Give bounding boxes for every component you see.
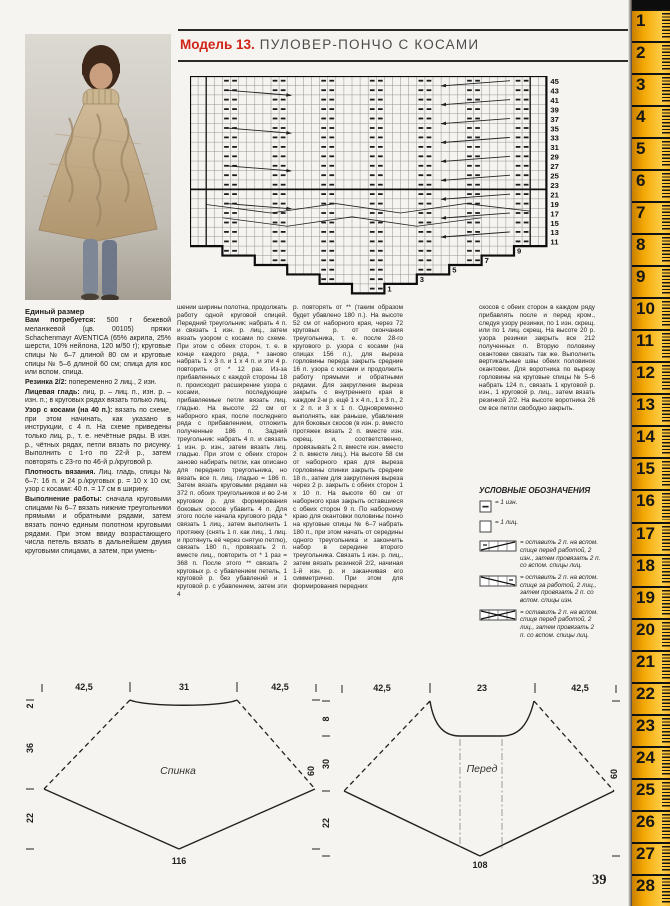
- svg-text:37: 37: [550, 114, 559, 124]
- ruler-cm-mark: [632, 778, 670, 810]
- instruction-paragraph: Лицевая гладь: лиц. р. – лиц. п., изн. р. – изн. п.; в круговых рядах вязать только лиц.: [25, 388, 171, 405]
- back-label: Спинка: [160, 765, 196, 777]
- legend-item: [479, 499, 601, 515]
- back-measure-right: 60: [306, 765, 316, 777]
- legend-item-text: = оставить 2 п. на вспом. спице перед работой, 2 изн., затем провязать 2 п. со вспом. спицы лиц.: [520, 539, 601, 570]
- svg-text:21: 21: [550, 190, 559, 200]
- ruler-number: 13: [636, 395, 655, 415]
- ruler: [632, 0, 670, 906]
- schematic-front-drawing: [322, 676, 624, 872]
- ruler-number: 23: [636, 715, 655, 735]
- ruler-ticks: [662, 493, 670, 519]
- front-measure-right: 60: [609, 768, 619, 780]
- cable-front-purl-icon: [479, 539, 517, 554]
- ruler-number: 24: [636, 747, 655, 767]
- svg-text:31: 31: [550, 143, 559, 153]
- front-label: Перед: [466, 763, 498, 775]
- ruler-cm-mark: [632, 746, 670, 778]
- svg-text:7: 7: [484, 256, 489, 265]
- ruler-cm-mark: [632, 393, 670, 425]
- model-photo-illustration: [25, 34, 171, 300]
- materials-and-patterns: [25, 317, 171, 556]
- ruler-cm-mark: [632, 105, 670, 137]
- back-measure-top-right: 42,5: [271, 682, 289, 692]
- svg-text:15: 15: [550, 218, 559, 228]
- instruction-paragraph: Резинка 2/2: попеременно 2 лиц., 2 изн.: [25, 379, 157, 387]
- ruler-scale: [632, 0, 670, 906]
- ruler-ticks: [662, 45, 670, 71]
- ruler-ticks: [662, 718, 670, 744]
- ruler-ticks: [662, 237, 670, 263]
- ruler-cm-mark: [632, 650, 670, 682]
- svg-text:5: 5: [452, 265, 457, 275]
- ruler-cm-mark: [632, 682, 670, 714]
- ruler-number: 16: [636, 491, 655, 511]
- back-measure-bottom: 116: [171, 856, 187, 866]
- ruler-ticks: [662, 13, 670, 39]
- legend-item: [479, 519, 601, 535]
- ruler-ticks: [662, 429, 670, 455]
- ruler-number: 19: [636, 587, 655, 607]
- svg-text:13: 13: [550, 228, 559, 238]
- ruler-cm-mark: [632, 41, 670, 73]
- ruler-number: 5: [636, 139, 646, 159]
- legend-items: [479, 499, 601, 639]
- ruler-ticks: [662, 141, 670, 167]
- front-measure-left-upper: 30: [322, 758, 331, 770]
- ruler-cm-mark: [632, 329, 670, 361]
- svg-text:29: 29: [550, 152, 559, 162]
- ruler-number: 17: [636, 523, 655, 543]
- svg-text:23: 23: [550, 181, 559, 190]
- ruler-ticks: [662, 622, 670, 648]
- instruction-paragraph: Плотность вязания. Лиц. гладь, спицы № 6–7: 16 п. и 24 р./круговых р. = 10 x 10 см; узор с косами: 40 п. = 17 см в ширину.: [25, 468, 171, 494]
- ruler-number: 6: [636, 171, 646, 191]
- ruler-cm-mark: [632, 73, 670, 105]
- legend-item-text: = оставить 2 п. на вспом. спице за работой, 2 лиц., затем провязать 2 п. со вспом. спицы изн.: [520, 574, 599, 605]
- ruler-ticks: [662, 590, 670, 616]
- ruler-number: 26: [636, 811, 655, 831]
- front-measure-top-right: 42,5: [571, 683, 589, 693]
- ruler-cm-mark: [632, 489, 670, 521]
- ruler-number: 18: [636, 555, 655, 575]
- ruler-cm-mark: [632, 425, 670, 457]
- ruler-ticks: [662, 333, 670, 359]
- back-measure-left-upper: 36: [26, 742, 35, 754]
- ruler-number: 25: [636, 779, 655, 799]
- legend-item-text: = оставить 2 п. на вспом. спице перед работой, 2 лиц., затем провязать 2 п. со вспом. спицы лиц.: [520, 608, 599, 639]
- svg-text:27: 27: [550, 162, 559, 172]
- svg-text:9: 9: [517, 246, 522, 256]
- legend-item: [479, 539, 601, 570]
- ruler-ticks: [662, 686, 670, 712]
- ruler-ticks: [662, 750, 670, 776]
- purl-cell-icon: [479, 499, 492, 515]
- svg-text:1: 1: [387, 284, 392, 294]
- instruction-paragraph: Выполнение работы: сначала круговыми спицами № 6–7 вязать нижние треугольники прямыми и обратными рядами, затем вязать пончо единым полотном круговыми рядами. При этом ввиду возрастающего числа петель вязать в дальнейшем двумя круговыми спицами, а затем, при умень-: [25, 495, 171, 555]
- back-measure-neck-depth: 2: [26, 703, 35, 709]
- svg-text:25: 25: [550, 171, 559, 181]
- ruler-cm-mark: [632, 457, 670, 489]
- ruler-ticks: [662, 526, 670, 552]
- size-heading: Единый размер: [25, 307, 85, 316]
- ruler-ticks: [662, 173, 670, 199]
- ruler-ticks: [662, 365, 670, 391]
- page-number: 39: [592, 872, 607, 888]
- knit-cell-icon: [479, 519, 492, 535]
- ruler-cm-mark: [632, 554, 670, 586]
- legend-item: [479, 574, 601, 605]
- svg-text:41: 41: [550, 95, 559, 105]
- svg-text:45: 45: [550, 77, 559, 86]
- schematic-back: [26, 676, 320, 877]
- ruler-cm-mark: [632, 169, 670, 201]
- ruler-ticks: [662, 461, 670, 487]
- ruler-number: 28: [636, 875, 655, 895]
- ruler-cm-mark: [632, 297, 670, 329]
- cable-front-icon: [479, 609, 517, 624]
- instructions-column-1: [25, 307, 171, 659]
- legend-item-text: = 1 изн.: [495, 499, 518, 506]
- page-header: [178, 29, 628, 62]
- ruler-ticks: [662, 397, 670, 423]
- cable-back-icon: [479, 574, 517, 589]
- ruler-cm-mark: [632, 265, 670, 297]
- front-measure-top-left: 42,5: [373, 683, 391, 693]
- ruler-number: 27: [636, 843, 655, 863]
- ruler-cm-mark: [632, 361, 670, 393]
- knitting-chart: [190, 76, 569, 303]
- back-measure-top-left: 42,5: [75, 682, 93, 692]
- ruler-cm-mark: [632, 522, 670, 554]
- front-measure-neck-depth: 8: [322, 716, 331, 722]
- svg-text:35: 35: [550, 124, 559, 134]
- ruler-ticks: [662, 814, 670, 840]
- legend-heading: УСЛОВНЫЕ ОБОЗНАЧЕНИЯ: [479, 486, 591, 495]
- instructions-column-3: р. повторять от ** (таким образом будет убавлено 180 п.). На высоте 52 см от наборного края, через 72 круговых р. от окончания треугольника, т. е. после 28-го кругового р. узора с косами (на спицах 156 п.), для выреза горловины переда закрыть средние 16 п. узора с косами и продолжить работу прямыми и обратными рядами. Для закругления выреза закрыть с внутреннего края в каждом 2-м р. ещё 1 x 4 п., 1 x 3 п., 2 x 2 п. и 3 x 1 п. Одновременно выполнять, как раньше, убавления для боковых скосов (в изн. р. вместо протяжек вязать 2 п. вместе изн. скрещ. и, соответственно, провязывать 2 п. вместе изн. вместо 2 п. вместе лиц.). На высоте 58 см от наборного края для выреза горловины спинки закрыть средние 18 п., затем для закругления выреза через 2 р. закрыть с обеих сторон 1 x 10 п. На высоте 60 см от наборного края закрыть оставшиеся с обеих сторон 9 п. По наборному краю для окантовки половины пончо на круговые спицы № 6–7 набрать 180 п., при этом начать от середины одного треугольника и закончить набор в середине второго треугольника. Связать 1 изн. р. лиц., затем вязать резинкой 2/2, начиная 1-й изн. р. и заканчивая его симметрично. При этом для формирования передних: [293, 304, 403, 590]
- schematic-back-drawing: [26, 676, 320, 872]
- ruler-cm-mark: [632, 618, 670, 650]
- ruler-ticks: [662, 878, 670, 904]
- ruler-number: 3: [636, 75, 646, 95]
- ruler-ticks: [662, 782, 670, 808]
- instruction-paragraph: Узор с косами (на 40 п.): вязать по схеме, при этом начинать, как указано в инструкции, с 4 п. На схеме приведены только лиц. р., т. е. нечётные ряды. В изн. р., чётных рядах, петли вязать по рисунку. Выполнить с 1-го по 22-й р., затем повторять с 23-го по 46-й р./круговой р.: [25, 407, 171, 467]
- front-measure-top-mid: 23: [476, 683, 488, 693]
- ruler-cm-mark: [632, 842, 670, 874]
- back-measure-top-mid: 31: [178, 682, 190, 692]
- svg-text:19: 19: [550, 199, 559, 209]
- ruler-ticks: [662, 109, 670, 135]
- front-measure-bottom: 108: [472, 860, 488, 870]
- ruler-ticks: [662, 205, 670, 231]
- ruler-number: 7: [636, 203, 646, 223]
- back-measure-left-lower: 22: [26, 812, 35, 824]
- symbol-legend: [479, 486, 601, 643]
- svg-text:39: 39: [550, 105, 559, 115]
- model-photo: [25, 34, 171, 300]
- ruler-ticks: [662, 301, 670, 327]
- ruler-top-cap: [632, 0, 670, 9]
- instruction-paragraph: Вам потребуется: 500 г бежевой меланжевой (цв. 00105) пряжи Schachenmayr AVENTICA (65% акрила, 25% шерсти, 10% нейлона, 120 м/50 г); круговые спицы № 6–7 длиной 80 см и круговые спицы № 5–6 длиной 60 см; спица для кос или вспом. спица.: [25, 317, 171, 377]
- ruler-number: 4: [636, 107, 646, 127]
- ruler-number: 9: [636, 267, 646, 287]
- ruler-number: 21: [636, 651, 655, 671]
- ruler-ticks: [662, 654, 670, 680]
- ruler-number: 2: [636, 43, 646, 63]
- ruler-number: 1: [636, 11, 646, 30]
- ruler-ticks: [662, 558, 670, 584]
- ruler-cm-mark: [632, 874, 670, 906]
- legend-item-text: = 1 лиц.: [495, 519, 519, 527]
- ruler-number: 22: [636, 683, 655, 703]
- model-number: Модель 13.: [180, 37, 255, 52]
- ruler-number: 15: [636, 459, 655, 479]
- ruler-cm-mark: [632, 9, 670, 41]
- ruler-number: 11: [636, 331, 654, 351]
- ruler-ticks: [662, 269, 670, 295]
- ruler-cm-mark: [632, 201, 670, 233]
- page-title: ПУЛОВЕР-ПОНЧО С КОСАМИ: [259, 37, 480, 52]
- svg-text:43: 43: [550, 86, 559, 96]
- ruler-cm-mark: [632, 714, 670, 746]
- ruler-number: 10: [636, 299, 655, 319]
- ruler-ticks: [662, 77, 670, 103]
- ruler-cm-mark: [632, 810, 670, 842]
- schematic-front: [322, 676, 624, 877]
- svg-text:11: 11: [550, 237, 559, 247]
- svg-text:3: 3: [419, 274, 425, 284]
- ruler-cm-mark: [632, 586, 670, 618]
- ruler-cm-mark: [632, 137, 670, 169]
- instructions-column-2: шении ширины полотна, продолжать работу одной круговой спицей. Передний треугольник: набрать 4 п. и связать 1 изн. р. лиц., затем вязать узором с косами по схеме. При этом с обеих сторон, т. е. в конце каждого ряда, * заново набрать 1 x 3 п. и 1 x 4 п. и эти 4 р. повторить от * 12 раз. Из-за прибавленных с каждой стороны 18 п. происходит расширение узора с косами, последующие прибавляемые петли вязать лиц. гладью. На высоте 22 см от наборного края, после последнего ряда с прибавлением, отложить полученные 186 п. Задний треугольник: набрать 4 п. и связать 1 изн. р. изн., затем вязать лиц. гладью. При этом с обеих сторон заново набирать петли, как описано для переднего треугольника, но вязать все п. лиц. гладью = 186 п. Затем вязать круговыми рядами на 372 п. обоих треугольников и во 2-м круговом р. для формирования боковых скосов убавить 4 п. Для этого после начала кругового ряда * связать 1 лиц., затем выполнить 1 протяжку (снять 1 п. как лиц., 1 лиц. и протянуть её через снятую петлю), связать 180 п., провязать 2 п. вместе лиц., повторить от * 1 раз = 368 п. После этого ** связать 2 круговых р. с убавлением петель, 1 круговой р. без убавлений и 1 круговой р. с убавлением, затем эти 4: [177, 304, 287, 598]
- knitting-chart-svg: [190, 76, 569, 298]
- ruler-cm-mark: [632, 233, 670, 265]
- svg-text:33: 33: [550, 133, 559, 143]
- front-measure-left-lower: 22: [322, 817, 331, 829]
- ruler-number: 20: [636, 619, 655, 639]
- ruler-number: 12: [636, 363, 655, 383]
- svg-text:17: 17: [550, 209, 559, 219]
- ruler-ticks: [662, 846, 670, 872]
- legend-item: [479, 609, 601, 640]
- ruler-number: 8: [636, 235, 646, 255]
- instructions-column-4: скосов с обеих сторон в каждом ряду прибавлять после и перед кром., следуя узору резинки, по 1 изн. скрещ. или по 1 лиц. скрещ. На высоте 20 р. узора резинки закрыть все 212 полученных п. Вторую половину окантовки связать так же. Выполнить вертикальные швы обеих половинок окантовки. Для воротника по вырезу горловины на круговые спицы № 5–6 набрать 124 п., связать 1 круговой р. изн., 1 круговой р. лиц., затем вязать резинкой 2/2. На высоте воротника 26 см все петли свободно закрыть.: [479, 304, 595, 412]
- ruler-number: 14: [636, 427, 655, 447]
